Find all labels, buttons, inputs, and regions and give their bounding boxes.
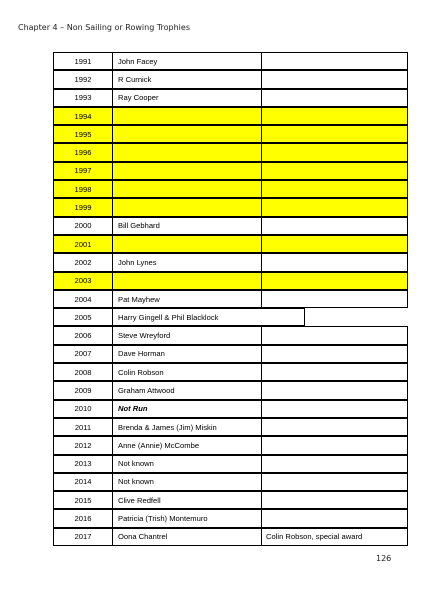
winner-name: Not Run [118, 404, 148, 414]
year-cell: 1993 [53, 89, 113, 107]
year-cell: 2011 [53, 418, 113, 436]
winner-name: Steve Wreyford [118, 331, 171, 341]
chapter-header: Chapter 4 – Non Sailing or Rowing Trophies [18, 23, 190, 32]
table-row [53, 180, 408, 198]
winner-cell [112, 89, 262, 107]
winner-cell [112, 400, 262, 418]
winner-cell [112, 125, 262, 143]
table-row [53, 235, 408, 253]
note-cell [261, 70, 408, 88]
winner-cell [112, 455, 262, 473]
note-cell [261, 180, 408, 198]
winner-name: John Lynes [118, 257, 157, 267]
note-cell [261, 143, 408, 161]
year-cell: 2007 [53, 345, 113, 363]
table-row [53, 308, 408, 326]
winner-name: Not known [118, 459, 154, 469]
note-cell [261, 217, 408, 235]
note-cell [261, 473, 408, 491]
winner-name: Colin Robson [118, 367, 164, 377]
note-cell [261, 253, 408, 271]
winner-name: John Facey [118, 56, 158, 66]
year-cell: 2004 [53, 290, 113, 308]
year-cell: 1992 [53, 70, 113, 88]
note-cell: Colin Robson, special award [261, 528, 408, 546]
winner-cell [112, 290, 262, 308]
winner-cell [112, 509, 262, 527]
winner-cell [112, 436, 262, 454]
year-cell: 1997 [53, 162, 113, 180]
winner-name: Brenda & James (Jim) Miskin [118, 422, 217, 432]
winner-cell [112, 308, 305, 326]
year-cell: 1991 [53, 52, 113, 70]
table-row [53, 418, 408, 436]
year-cell: 2014 [53, 473, 113, 491]
winner-cell [112, 143, 262, 161]
winner-name: Patricia (Trish) Montemuro [118, 514, 208, 524]
table-row [53, 509, 408, 527]
table-row [53, 436, 408, 454]
winner-name: Not known [118, 477, 154, 487]
note-cell [261, 162, 408, 180]
year-cell: 2016 [53, 509, 113, 527]
year-cell: 2003 [53, 272, 113, 290]
winner-name: Ray Cooper [118, 93, 159, 103]
winner-name: Harry Gingell & Phil Blacklock [118, 312, 219, 322]
winner-cell [112, 272, 262, 290]
year-cell: 2000 [53, 217, 113, 235]
table-row [53, 290, 408, 308]
table-row [53, 162, 408, 180]
table-row [53, 107, 408, 125]
winner-cell [112, 381, 262, 399]
winner-cell [112, 345, 262, 363]
year-cell: 2010 [53, 400, 113, 418]
note-cell [261, 198, 408, 216]
note-cell [261, 290, 408, 308]
table-row [53, 363, 408, 381]
year-cell: 2009 [53, 381, 113, 399]
note-cell [261, 381, 408, 399]
note-cell [261, 107, 408, 125]
winner-cell [112, 52, 262, 70]
note-cell [261, 509, 408, 527]
year-cell: 1994 [53, 107, 113, 125]
note-cell [261, 418, 408, 436]
table-row [53, 143, 408, 161]
note-cell [261, 326, 408, 344]
note-cell [261, 235, 408, 253]
table-row [53, 491, 408, 509]
winner-cell [112, 473, 262, 491]
winner-cell [112, 162, 262, 180]
year-cell: 2005 [53, 308, 113, 326]
winner-name: Pat Mayhew [118, 294, 160, 304]
table-row [53, 528, 408, 546]
winner-cell [112, 235, 262, 253]
table-row [53, 89, 408, 107]
winner-name: Oona Chantrel [118, 532, 168, 542]
year-cell: 2012 [53, 436, 113, 454]
table-row [53, 253, 408, 271]
table-row [53, 345, 408, 363]
winner-name: Bill Gebhard [118, 221, 160, 231]
winner-name: Clive Redfell [118, 495, 161, 505]
note-cell [261, 436, 408, 454]
winner-cell [112, 217, 262, 235]
note-cell [261, 491, 408, 509]
year-cell: 2013 [53, 455, 113, 473]
year-cell: 2001 [53, 235, 113, 253]
winner-name: Graham Attwood [118, 385, 175, 395]
winner-cell [112, 198, 262, 216]
page-number: 126 [376, 554, 392, 563]
winner-cell [112, 418, 262, 436]
note-cell [261, 345, 408, 363]
table-row [53, 326, 408, 344]
note-cell [261, 363, 408, 381]
winner-cell [112, 253, 262, 271]
note-cell [261, 400, 408, 418]
table-row [53, 198, 408, 216]
note-cell [261, 52, 408, 70]
winner-cell [112, 70, 262, 88]
year-cell: 1995 [53, 125, 113, 143]
note-cell [261, 89, 408, 107]
year-cell: 1998 [53, 180, 113, 198]
table-row [53, 70, 408, 88]
table-row [53, 473, 408, 491]
table-row [53, 381, 408, 399]
winner-cell [112, 491, 262, 509]
year-cell: 2017 [53, 528, 113, 546]
winner-cell [112, 107, 262, 125]
year-cell: 2006 [53, 326, 113, 344]
year-cell: 2002 [53, 253, 113, 271]
table-row [53, 52, 408, 70]
year-cell: 2008 [53, 363, 113, 381]
winner-name: Anne (Annie) McCombe [118, 440, 200, 450]
winner-name: R Curnick [118, 74, 152, 84]
note-cell [261, 272, 408, 290]
winner-cell [112, 528, 262, 546]
trophy-winners-table [53, 52, 408, 546]
note-cell [261, 455, 408, 473]
table-row [53, 400, 408, 418]
table-row [53, 217, 408, 235]
note-cell [261, 125, 408, 143]
table-row [53, 125, 408, 143]
year-cell: 1996 [53, 143, 113, 161]
winner-cell [112, 363, 262, 381]
year-cell: 2015 [53, 491, 113, 509]
winner-name: Dave Horman [118, 349, 165, 359]
winner-cell [112, 180, 262, 198]
winner-cell [112, 326, 262, 344]
table-row [53, 272, 408, 290]
year-cell: 1999 [53, 198, 113, 216]
table-row [53, 455, 408, 473]
